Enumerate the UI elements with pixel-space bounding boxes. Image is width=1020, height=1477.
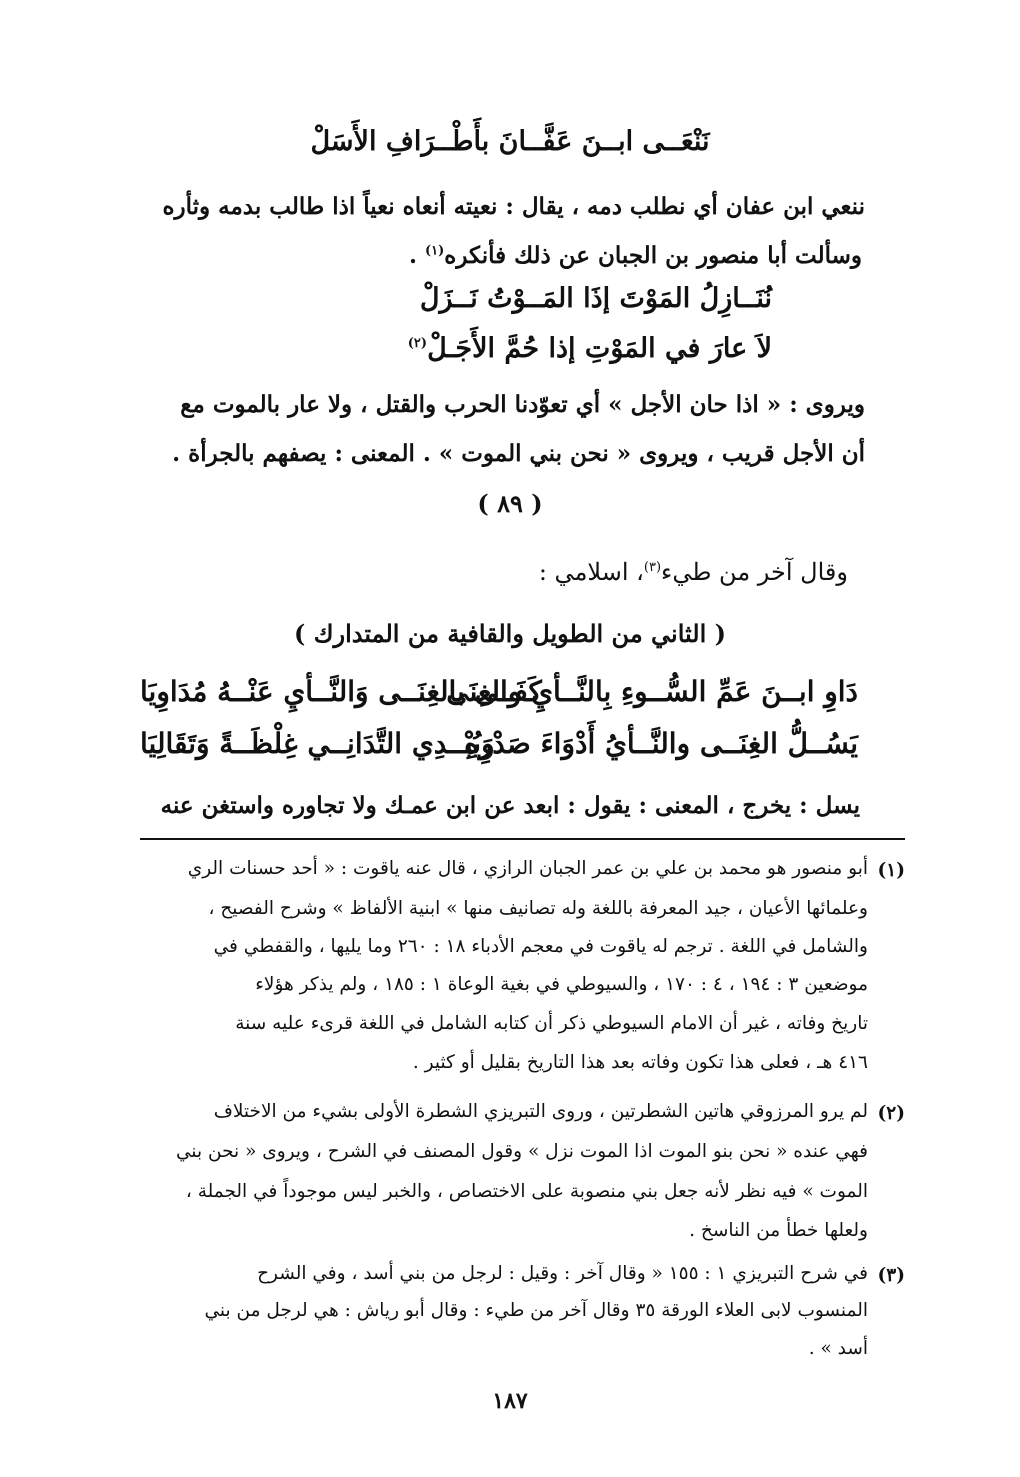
poem-hemistich: كَفَــى بالغِنَــى وَالنَّــأيِ عَنْــهُ مُدَاوِيَا	[140, 675, 542, 708]
paragraph-text: .	[408, 242, 425, 269]
footnote-line: وعلمائها الأعيان ، جيد المعرفة باللغة وله تصانيف منها » ابنية الألفاظ » وشرح الفصيح ،	[208, 898, 868, 919]
footnote-line: موضعين ٣ : ١٩٤ ، ٤ : ١٧٠ ، والسيوطي في بغية الوعاة ١ : ١٨٥ ، ولم يذكر هؤلاء	[255, 974, 868, 995]
poem-hemistich: وَيُبْــدِي التَّدَانِــي غِلْظَــةً وَتَقَالِيَا	[140, 727, 495, 760]
verse-text: لاَ عارَ في المَوْتِ إذا حُمَّ الأَجَـلْ	[427, 333, 772, 364]
footnote-line: تاريخ وفاته ، غير أن الامام السيوطي ذكر أن كتابه الشامل في اللغة قرىء عليه سنة	[235, 1013, 868, 1034]
footnote-number: (٢)	[877, 1103, 905, 1124]
paragraph-text: وسألت أبا منصور بن الجبان عن ذلك فأنكره	[444, 242, 862, 269]
footnote-line: أبو منصور هو محمد بن علي بن عمر الجبان الرازي ، قال عنه ياقوت : « أحد حسنات الري	[187, 858, 868, 879]
footnote-line: ولعلها خطأ من الناسخ .	[689, 1220, 868, 1241]
paragraph-line: ننعي ابن عفان أي نطلب دمه ، يقال : نعيته أنعاه نعياً اذا طالب بدمه وثأره	[162, 193, 865, 220]
footnote-number: (٣)	[877, 1265, 905, 1286]
paragraph-line	[409, 244, 862, 267]
intro-text: ، اسلامي :	[538, 558, 644, 586]
footnote-number: (١)	[877, 860, 905, 881]
footnote-line: في شرح التبريزي ١ : ١٥٥ « وقال آخر : وقيل : لرجل من بني أسد ، وفي الشرح	[257, 1263, 868, 1284]
footnote-line: والشامل في اللغة . ترجم له ياقوت في معجم الأدباء ١٨ : ٢٦٠ وما يليها ، والقفطي في	[213, 936, 868, 957]
poem-hemistich: يَسُــلُّ الغِنَــى والنَّــأيُ أَدْوَاءَ صَدْرِهِ	[464, 727, 858, 760]
footnote-ref: (٢)	[407, 336, 428, 351]
header-verse: نَنْعَــى ابــنَ عَفَّــانَ بأَطْــرَافِ الأَسَلْ	[310, 126, 710, 157]
explanation-line: يسل : يخرج ، المعنى : يقول : ابعد عن ابن عمـك ولا تجاوره واستغن عنه	[160, 792, 860, 819]
footnote-line: فهي عنده « نحن بنو الموت اذا الموت نزل » وقول المصنف في الشرح ، ويروى « نحن بني	[175, 1141, 868, 1162]
footnote-ref: (٣)	[643, 560, 662, 575]
footnote-line: ٤١٦ هـ ، فعلى هذا تكون وفاته بعد هذا التاريخ بقليل أو كثير .	[412, 1052, 868, 1073]
paragraph-line: ويروى : « اذا حان الأجل » أي تعوّدنا الحرب والقتل ، ولا عار بالموت مع	[180, 391, 865, 418]
page-number: ١٨٧	[492, 1388, 528, 1414]
footnote-divider	[140, 838, 905, 840]
verse-line: نُنَــازِلُ المَوْتَ إذَا المَــوْتُ نَــزَلْ	[419, 283, 772, 314]
poem-hemistich: دَاوِ ابــنَ عَمِّ السُّــوءِ بِالنَّــأيِ والغِنَى	[446, 675, 858, 708]
section-number: ( ٨٩ )	[477, 489, 543, 518]
intro-text: وقال آخر من طيء	[661, 558, 848, 586]
footnote-line: المنسوب لابى العلاء الورقة ٣٥ وقال آخر من طيء : وقال أبو رياش : هي لرجل من بني	[204, 1300, 868, 1321]
verse-line	[408, 335, 772, 362]
paragraph-line: أن الأجل قريب ، ويروى « نحن بني الموت » . المعنى : يصفهم بالجرأة .	[172, 440, 865, 467]
footnote-line: الموت » فيه نظر لأنه جعل بني منصوبة على الاختصاص ، والخبر ليس موجوداً في الجملة ،	[185, 1181, 868, 1202]
meter-line: ( الثاني من الطويل والقافية من المتدارك )	[294, 619, 726, 648]
footnote-ref: (١)	[424, 243, 445, 259]
footnote-line: لم يرو المرزوقي هاتين الشطرتين ، وروى التبريزي الشطرة الأولى بشيء من الاختلاف	[213, 1101, 868, 1122]
intro-line	[539, 560, 848, 584]
footnote-line: أسد » .	[808, 1338, 868, 1359]
